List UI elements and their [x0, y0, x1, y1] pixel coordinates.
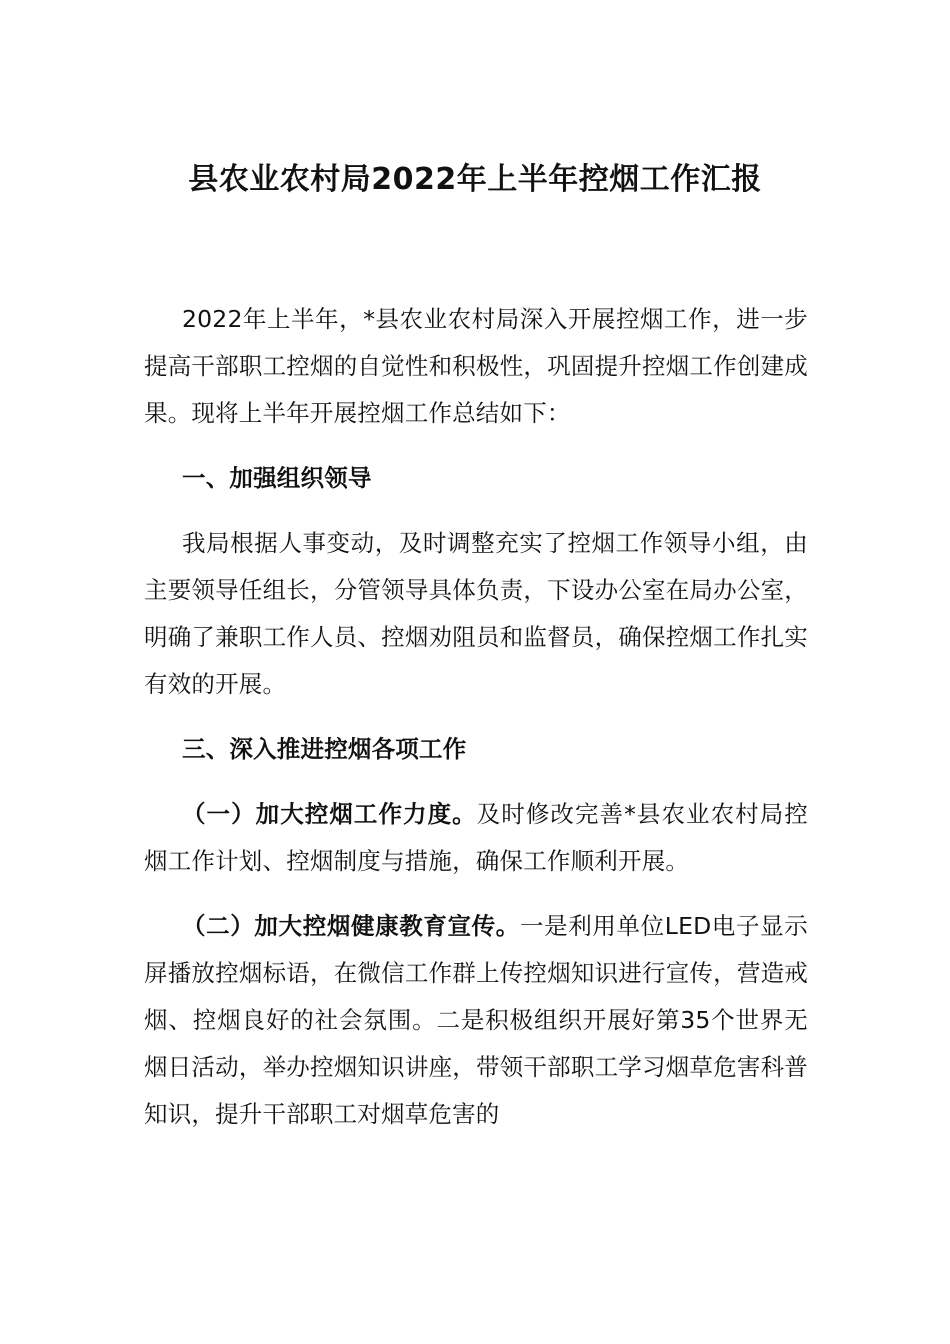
document-body: [144, 296, 808, 1138]
section-organization-paragraph: 我局根据人事变动，及时调整充实了控烟工作领导小组，由主要领导任组长，分管领导具体负责，下设办公室在局办公室，明确了兼职工作人员、控烟劝阻员和监督员，确保控烟工作扎实有效的开展。: [144, 529, 808, 698]
work-item-2-text: 一是利用单位LED电子显示屏播放控烟标语，在微信工作群上传控烟知识进行宣传，营造戒烟、控烟良好的社会氛围。二是积极组织开展好第35个世界无烟日活动，举办控烟知识讲座，带领干部职工学习烟草危害科普知识，提升干部职工对烟草危害的: [144, 912, 808, 1128]
work-item-1-paragraph: [144, 791, 808, 885]
work-item-1-lead: （一）加大控烟工作力度。: [182, 800, 477, 828]
intro-paragraph: 2022年上半年，*县农业农村局深入开展控烟工作，进一步提高干部职工控烟的自觉性和积极性，巩固提升控烟工作创建成果。现将上半年开展控烟工作总结如下：: [144, 305, 808, 427]
work-item-2-paragraph: [144, 903, 808, 1138]
section-heading-work: 三、深入推进控烟各项工作: [182, 735, 467, 763]
work-item-1-text: 及时修改完善*县农业农村局控烟工作计划、控烟制度与措施，确保工作顺利开展。: [144, 800, 808, 875]
section-heading-organization: 一、加强组织领导: [182, 464, 372, 492]
work-item-2-lead: （二）加大控烟健康教育宣传。: [182, 912, 520, 940]
document-title: 县农业农村局2022年上半年控烟工作汇报: [188, 162, 762, 197]
